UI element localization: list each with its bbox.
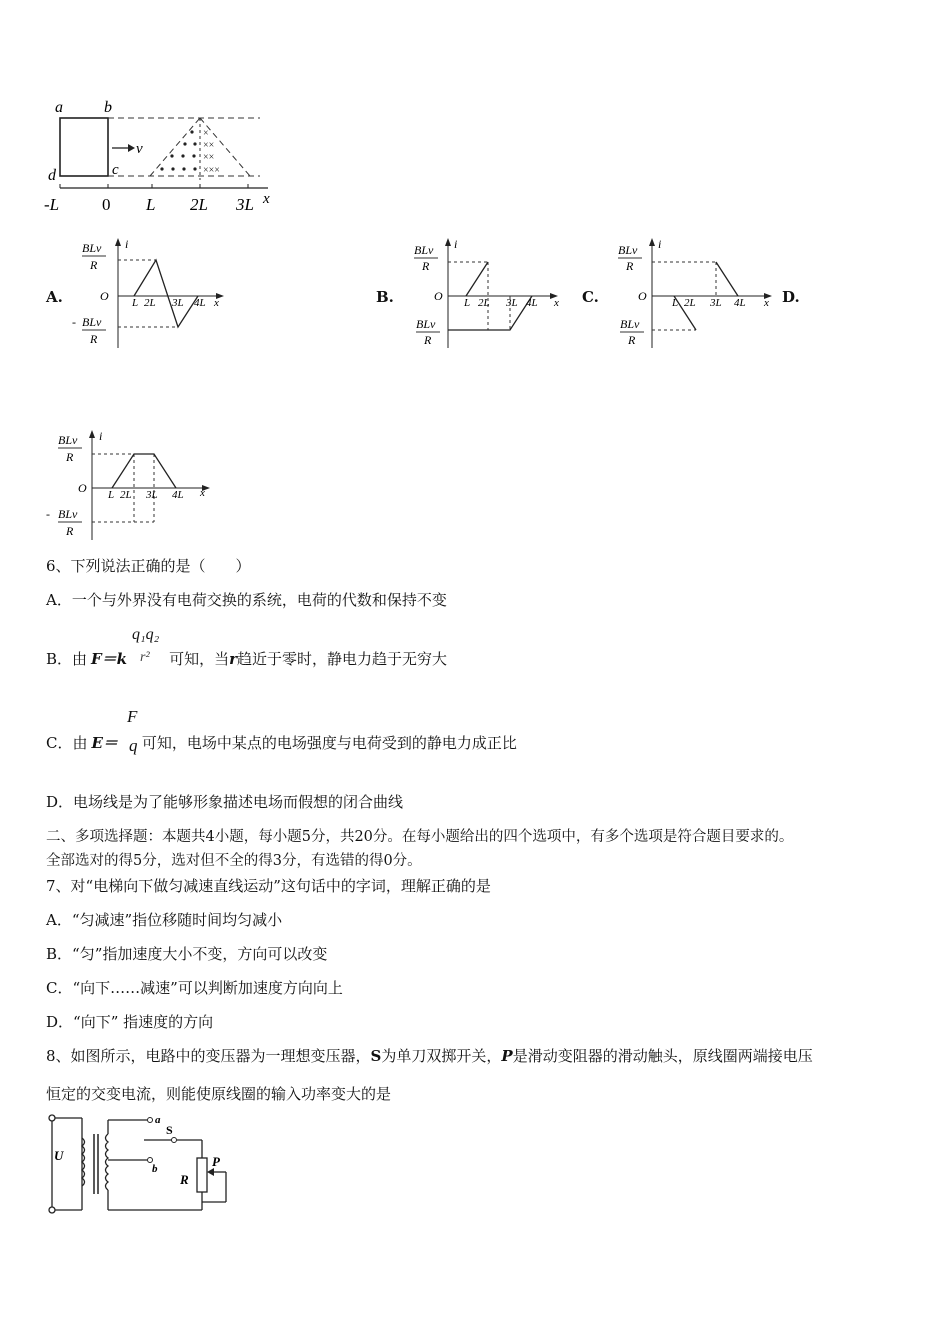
graph-d <box>46 428 216 543</box>
q6-c-denominator: q <box>129 736 138 755</box>
tick-L: L <box>146 195 156 214</box>
svg-text:i: i <box>454 237 458 251</box>
svg-text:3L: 3L <box>506 297 518 309</box>
svg-text:2L: 2L <box>478 297 490 309</box>
svg-text:2L: 2L <box>684 297 696 309</box>
label-P: P <box>212 1154 220 1169</box>
svg-text:R: R <box>628 333 636 347</box>
section2-line2: 全部选对的得5分，选对但不全的得3分，有选错的得0分。 <box>46 853 422 869</box>
q8-stem-line2: 恒定的交变电流，则能使原线圈的输入功率变大的是 <box>46 1085 392 1103</box>
svg-text:O: O <box>78 481 87 495</box>
svg-text:BLv: BLv <box>414 243 434 257</box>
svg-text:×××: ××× <box>203 165 220 176</box>
section2-line1: 二、多项选择题：本题共4小题，每小题5分，共20分。在每小题给出的四个选项中，有多个选项是符合题目要求的。 <box>46 829 794 845</box>
field-crosses <box>203 128 220 176</box>
svg-text:××: ×× <box>203 140 215 151</box>
svg-text:i: i <box>658 237 662 251</box>
svg-text:3L: 3L <box>146 489 158 501</box>
svg-text:R: R <box>66 450 74 464</box>
svg-text:L: L <box>672 297 679 309</box>
tick-2L: 2L <box>190 195 208 214</box>
svg-text:x: x <box>200 487 205 499</box>
svg-text:BLv: BLv <box>58 433 78 447</box>
svg-text:x: x <box>554 297 559 309</box>
graph-c <box>608 236 778 351</box>
option-b-label: B. <box>376 288 394 306</box>
point-a: a <box>55 99 63 116</box>
svg-text:4L: 4L <box>172 489 184 501</box>
svg-text:4L: 4L <box>194 297 206 309</box>
svg-text:R: R <box>424 333 432 347</box>
q6-c-numerator: F <box>127 707 138 726</box>
magnetic-field-figure <box>40 96 290 221</box>
point-c: c <box>112 162 119 178</box>
point-d: d <box>48 167 56 184</box>
svg-text:×: × <box>203 128 209 139</box>
tick-neg-L: -L <box>44 195 60 214</box>
q8-stem-line1: 8、如图所示，电路中的变压器为一理想变压器，S为单刀双掷开关，P是滑动变阻器的滑动触头，原线圈两端接电压 <box>46 1047 813 1065</box>
label-a: a <box>155 1114 161 1126</box>
svg-text:x: x <box>214 297 219 309</box>
svg-text:3L: 3L <box>172 297 184 309</box>
label-U: U <box>54 1148 64 1163</box>
svg-text:L: L <box>464 297 471 309</box>
q6-option-a: A．一个与外界没有电荷交换的系统，电荷的代数和保持不变 <box>46 591 447 609</box>
option-d-label: D. <box>782 288 800 306</box>
axis-x: x <box>263 191 270 207</box>
svg-text:R: R <box>90 332 98 346</box>
q7-option-d: D．“向下” 指速度的方向 <box>46 1013 214 1031</box>
tick-3L: 3L <box>236 195 254 214</box>
velocity-label: v <box>136 141 143 157</box>
q7-option-c: C．“向下……减速”可以判断加速度方向向上 <box>46 979 343 997</box>
q6-option-c: C．由 E＝ 可知，电场中某点的电场强度与电荷受到的静电力成正比 <box>46 734 517 752</box>
svg-text:O: O <box>434 289 443 303</box>
label-b: b <box>152 1163 158 1175</box>
svg-text:××: ×× <box>203 152 215 163</box>
q6-b-numerator: q₁q₂ <box>132 626 160 643</box>
rheostat-R <box>197 1158 207 1192</box>
svg-text:BLv: BLv <box>416 317 436 331</box>
svg-text:i: i <box>99 429 103 443</box>
svg-text:3L: 3L <box>710 297 722 309</box>
svg-text:O: O <box>638 289 647 303</box>
svg-text:4L: 4L <box>526 297 538 309</box>
label-S: S <box>166 1123 173 1137</box>
svg-text:O: O <box>100 289 109 303</box>
transformer-circuit <box>44 1110 244 1220</box>
svg-text:BLv: BLv <box>618 243 638 257</box>
svg-text:R: R <box>626 259 634 273</box>
svg-text:L: L <box>132 297 139 309</box>
q7-option-b: B．“匀”指加速度大小不变，方向可以改变 <box>46 945 328 963</box>
svg-text:R: R <box>90 258 98 272</box>
svg-text:-: - <box>72 315 76 329</box>
svg-text:2L: 2L <box>144 297 156 309</box>
q6-b-denominator: r² <box>140 650 150 665</box>
graph-b <box>404 236 569 351</box>
tick-0: 0 <box>102 195 111 214</box>
svg-text:R: R <box>66 524 74 538</box>
svg-text:4L: 4L <box>734 297 746 309</box>
svg-text:BLv: BLv <box>620 317 640 331</box>
field-dots <box>160 130 196 170</box>
q6-option-d: D．电场线是为了能够形象描述电场而假想的闭合曲线 <box>46 793 404 811</box>
svg-text:x: x <box>764 297 769 309</box>
q7-option-a: A．“匀减速”指位移随时间均匀减小 <box>46 911 283 929</box>
primary-coil <box>82 1138 85 1186</box>
svg-text:2L: 2L <box>120 489 132 501</box>
option-a-label: A. <box>46 288 63 306</box>
svg-text:i: i <box>125 237 129 251</box>
coil-frame <box>60 118 108 176</box>
point-b: b <box>104 99 112 116</box>
secondary-coil <box>106 1134 109 1190</box>
q6-stem: 6、下列说法正确的是（ ） <box>46 557 251 575</box>
svg-text:BLv: BLv <box>58 507 78 521</box>
svg-text:L: L <box>108 489 115 501</box>
q6-option-b: B．由 F＝k 可知，当r趋近于零时，静电力趋于无穷大 <box>46 650 448 668</box>
option-c-label: C. <box>582 288 599 306</box>
svg-text:BLv: BLv <box>82 241 102 255</box>
label-R: R <box>180 1172 189 1187</box>
svg-text:-: - <box>46 507 50 521</box>
graph-a <box>70 236 230 351</box>
svg-text:BLv: BLv <box>82 315 102 329</box>
svg-text:R: R <box>422 259 430 273</box>
q7-stem: 7、对“电梯向下做匀减速直线运动”这句话中的字词，理解正确的是 <box>46 877 491 895</box>
